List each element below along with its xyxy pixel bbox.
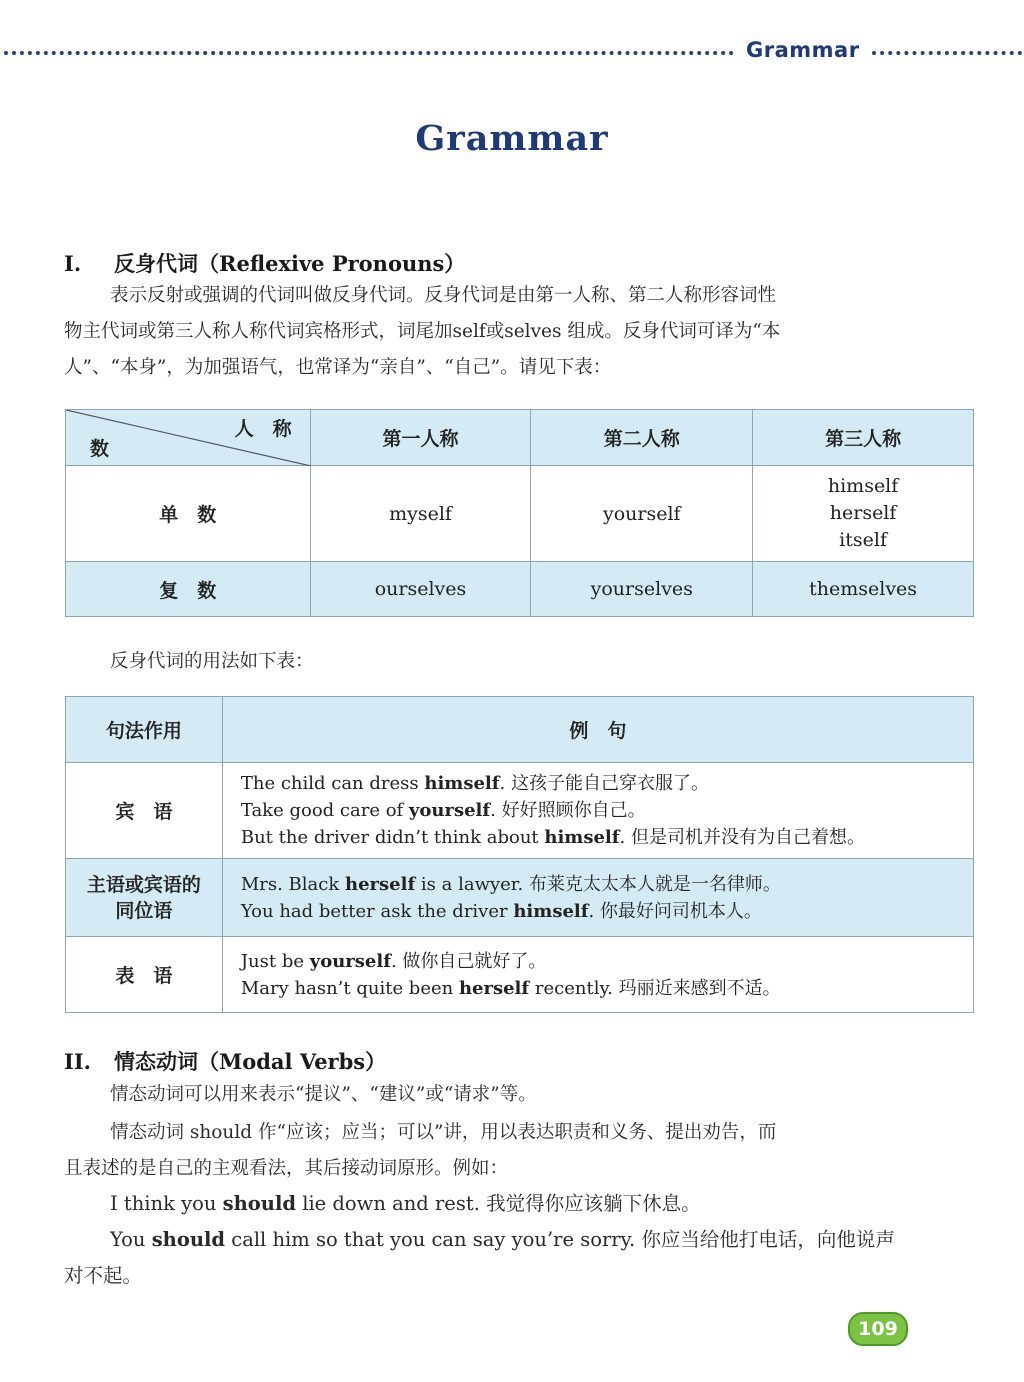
section1-title: 反身代词（Reflexive Pronouns） <box>114 251 466 276</box>
role-label: 表 语 <box>66 937 223 1013</box>
section2-p2 <box>64 1115 974 1187</box>
example-sentence: Mary hasn’t quite been herself recently. 玛丽近来感到不适。 <box>240 977 781 999</box>
table1-cell: myself <box>310 466 531 562</box>
section2-heading <box>64 1046 386 1076</box>
table1-cell: yourselves <box>531 562 753 617</box>
example-sentence: Just be yourself. 做你自己就好了。 <box>240 950 547 972</box>
table2-header: 句法作用 <box>66 697 223 763</box>
section1-intro <box>64 278 974 386</box>
example-sentence: You had better ask the driver himself. 你最好问司机本人。 <box>240 900 762 922</box>
table1-cell: yourself <box>531 466 753 562</box>
example-2 <box>64 1222 974 1294</box>
section1-number: I. <box>64 251 82 276</box>
example-sentence: Take good care of yourself. 好好照顾你自己。 <box>240 800 646 821</box>
role-label: 宾 语 <box>66 763 223 859</box>
section1-heading <box>64 248 465 278</box>
examples-cell <box>222 859 973 937</box>
running-header <box>0 38 1024 68</box>
example-sentence: Mrs. Black herself is a lawyer. 布莱克太太本人就是一名律师。 <box>240 873 781 895</box>
reflexive-usage-table <box>65 696 974 1013</box>
table1-cell: himself herself itself <box>753 466 974 562</box>
role-label: 主语或宾语的 同位语 <box>66 859 223 937</box>
example-sentence: But the driver didn’t think about himself. 但是司机并没有为自己着想。 <box>240 827 865 848</box>
example-1: I think you should lie down and rest. 我觉得你应该躺下休息。 <box>110 1192 701 1215</box>
section2-p1: 情态动词可以用来表示“提议”、“建议”或“请求”等。 <box>110 1084 537 1105</box>
example-sentence: The child can dress himself. 这孩子能自己穿衣服了。 <box>240 773 709 794</box>
page-number: 109 <box>848 1312 908 1346</box>
examples-cell <box>222 763 973 859</box>
corner-person-label: 人 称 <box>234 418 292 440</box>
corner-number-label: 数 <box>90 438 110 460</box>
intro-line: 物主代词或第三人称人称代词宾格形式，词尾加self或selves 组成。反身代词可译为“本 <box>64 321 781 342</box>
row-label: 单 数 <box>66 466 311 562</box>
usage-intro: 反身代词的用法如下表： <box>110 651 314 672</box>
running-title: Grammar <box>746 38 860 62</box>
section2-number: II. <box>64 1049 91 1074</box>
section2-title: 情态动词（Modal Verbs） <box>114 1049 387 1074</box>
header-dots-left <box>4 51 734 55</box>
example-2-line: 对不起。 <box>64 1264 143 1287</box>
reflexive-pronoun-table <box>65 409 974 617</box>
header-dots-right <box>872 51 1022 55</box>
intro-line: 表示反射或强调的代词叫做反身代词。反身代词是由第一人称、第二人称形容词性 <box>110 285 777 306</box>
p2-line: 情态动词 should 作“应该；应当；可以”讲，用以表达职责和义务、提出劝告，而 <box>110 1122 777 1143</box>
table2-row-appositive <box>66 859 974 937</box>
table2-row-predicative <box>66 937 974 1013</box>
table1-cell: themselves <box>753 562 974 617</box>
table1-row-plural <box>66 562 974 617</box>
table2-header: 例 句 <box>222 697 973 763</box>
table2-row-object <box>66 763 974 859</box>
table1-header: 第一人称 <box>310 410 531 466</box>
table1-header: 第三人称 <box>753 410 974 466</box>
p2-line: 且表述的是自己的主观看法，其后接动词原形。例如： <box>64 1158 509 1179</box>
example-2-line: You should call him so that you can say you’re sorry. 你应当给他打电话，向他说声 <box>110 1228 895 1251</box>
table1-corner-cell <box>66 410 311 466</box>
table1-row-singular <box>66 466 974 562</box>
page-title: Grammar <box>415 118 609 159</box>
intro-line: 人”、“本身”，为加强语气，也常译为“亲自”、“自己”。请见下表： <box>64 357 612 378</box>
table1-header: 第二人称 <box>531 410 753 466</box>
examples-cell <box>222 937 973 1013</box>
table1-cell: ourselves <box>310 562 531 617</box>
row-label: 复 数 <box>66 562 311 617</box>
